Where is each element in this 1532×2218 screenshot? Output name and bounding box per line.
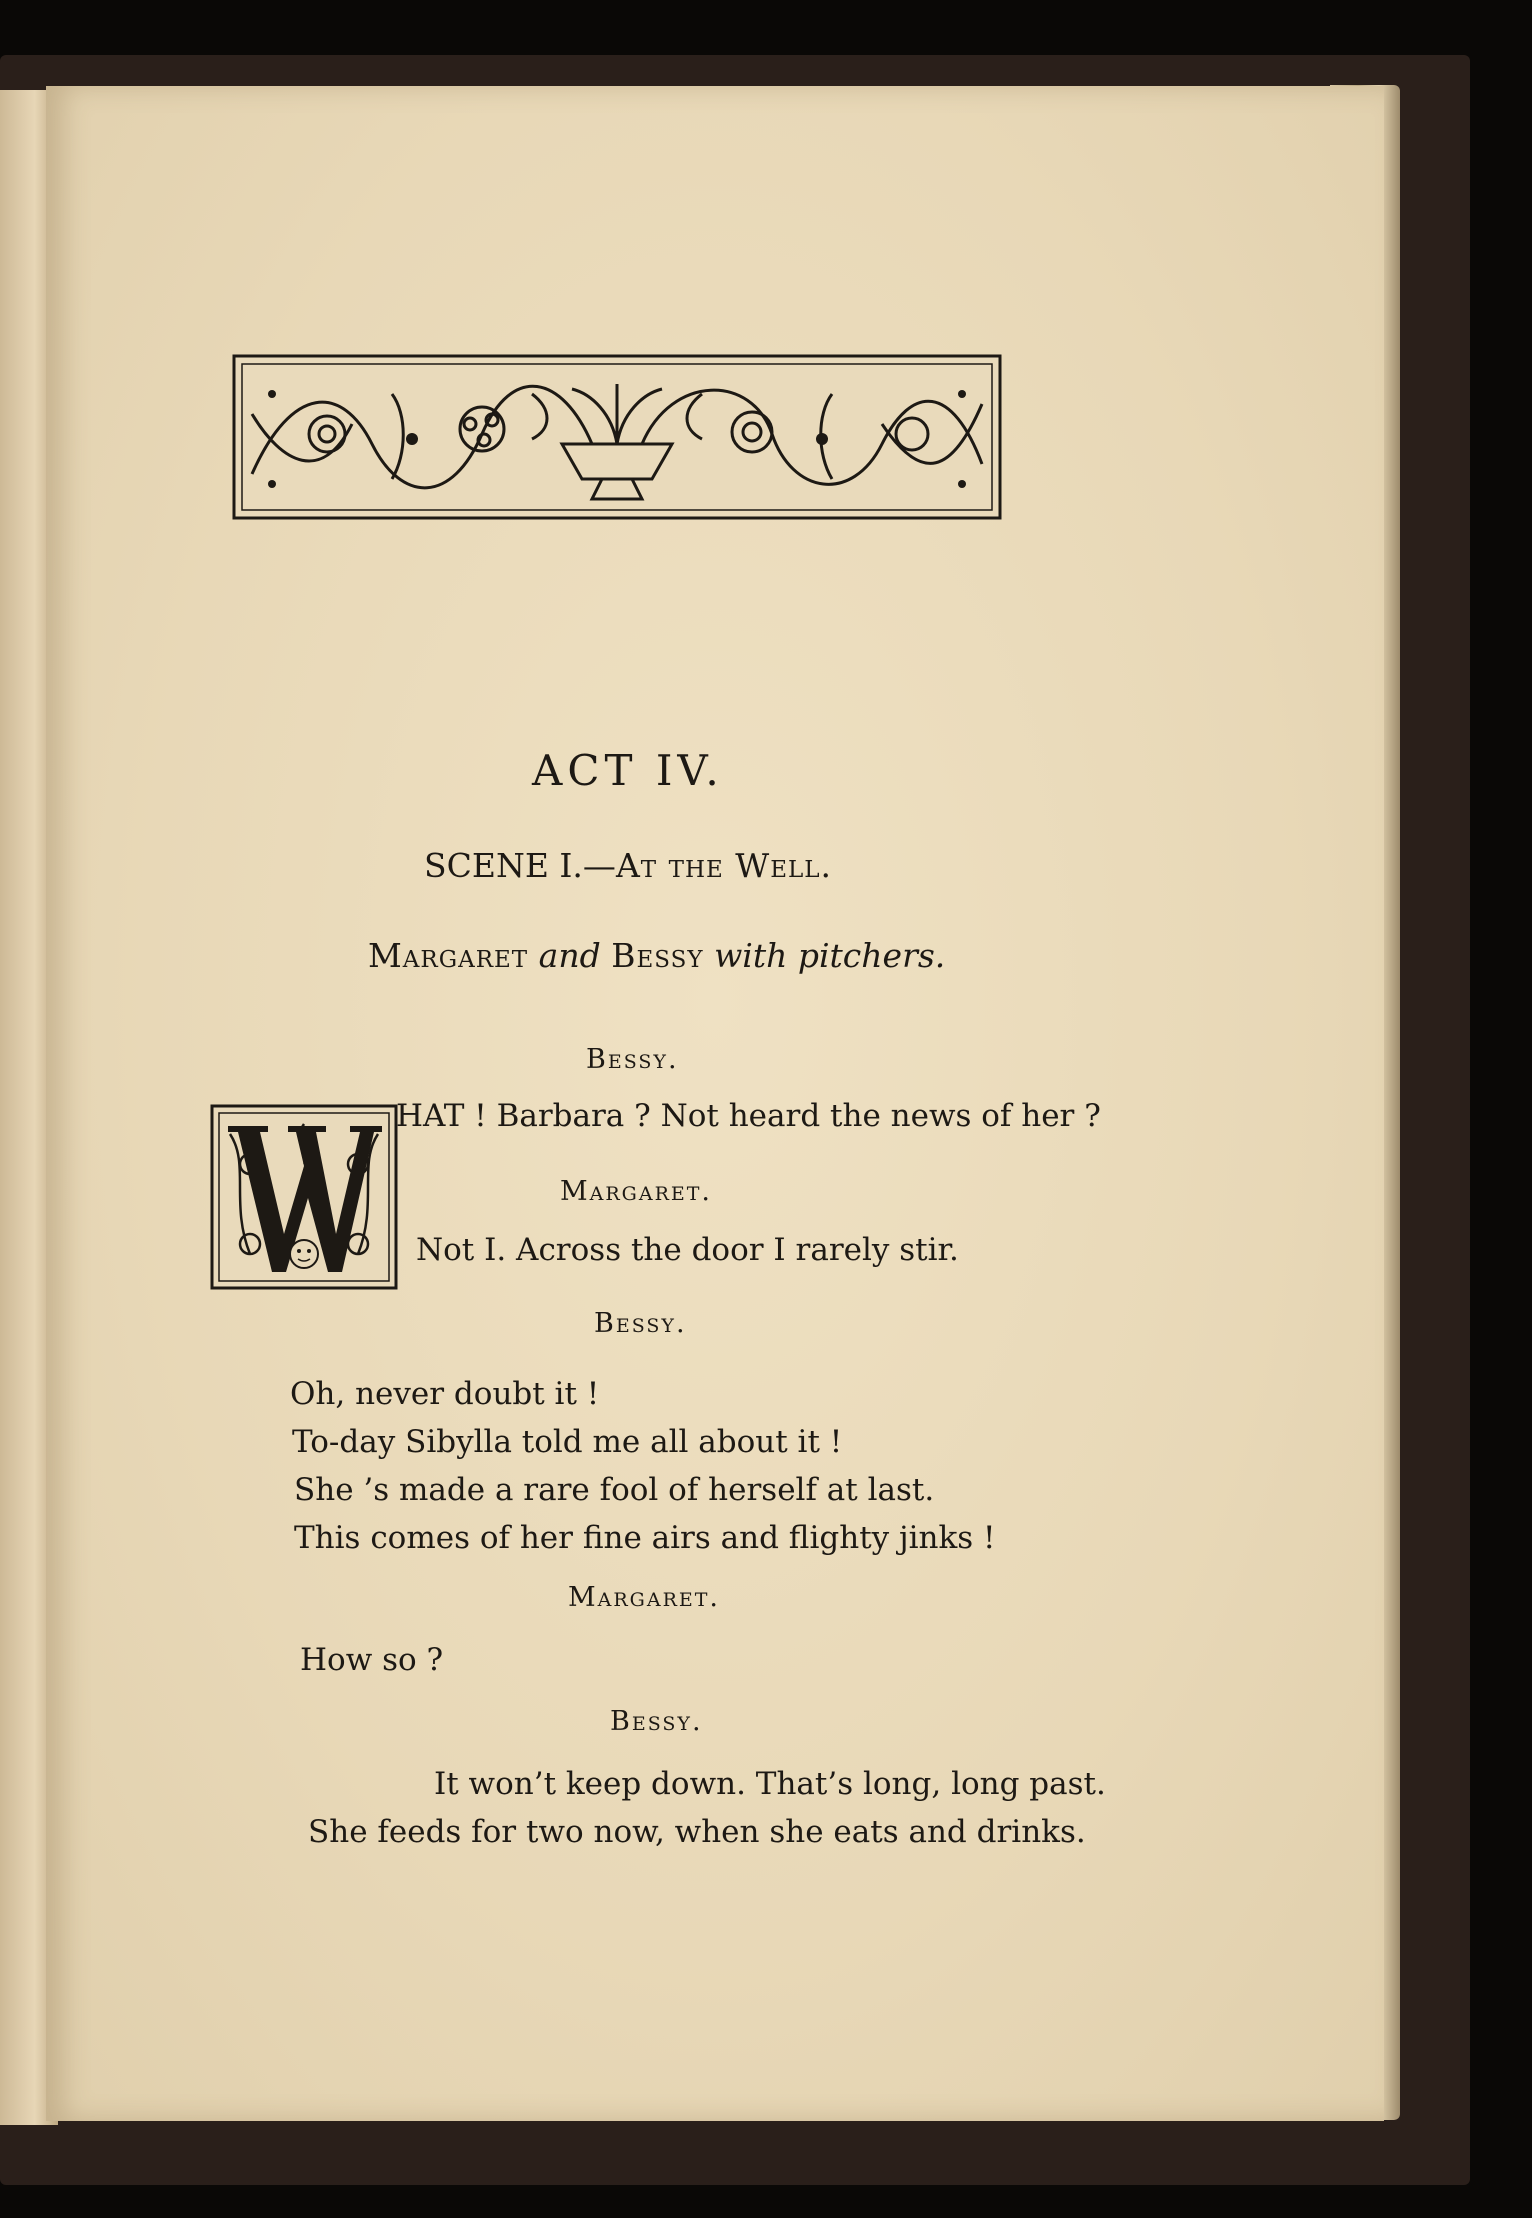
book-page	[46, 86, 1384, 2121]
character-name: Bessy	[611, 936, 704, 975]
act-title: ACT IV.	[532, 746, 724, 795]
character-name: Margaret	[368, 936, 529, 975]
dialogue-line: Not I. Across the door I rarely stir.	[416, 1232, 959, 1268]
scene-heading	[424, 846, 832, 885]
dialogue-line: Oh, never doubt it !	[290, 1376, 600, 1412]
dropcap-w-icon	[210, 1104, 398, 1290]
speaker-name: Margaret.	[568, 1582, 721, 1613]
stage-direction-text: with pitchers.	[714, 936, 946, 975]
dialogue-line: How so ?	[300, 1642, 444, 1678]
speaker-name: Bessy.	[594, 1308, 687, 1339]
stage-direction	[368, 936, 945, 975]
scene-place: At the Well.	[615, 846, 833, 885]
speaker-name: Bessy.	[586, 1044, 679, 1075]
dialogue-line: This comes of her fine airs and flighty jinks !	[294, 1520, 996, 1556]
scene-label: SCENE I.—	[424, 846, 616, 885]
speaker-name: Margaret.	[560, 1176, 713, 1207]
dialogue-line: It won’t keep down. That’s long, long past.	[434, 1766, 1106, 1802]
headpiece-ornament-icon	[232, 354, 1002, 520]
dialogue-line: To-day Sibylla told me all about it !	[292, 1424, 843, 1460]
dialogue-line: She ’s made a rare fool of herself at last.	[294, 1472, 935, 1508]
speaker-name: Bessy.	[610, 1706, 703, 1737]
conjunction: and	[538, 936, 601, 975]
dialogue-line: She feeds for two now, when she eats and drinks.	[308, 1814, 1086, 1850]
dialogue-line: HAT ! Barbara ? Not heard the news of her ?	[396, 1098, 1101, 1134]
